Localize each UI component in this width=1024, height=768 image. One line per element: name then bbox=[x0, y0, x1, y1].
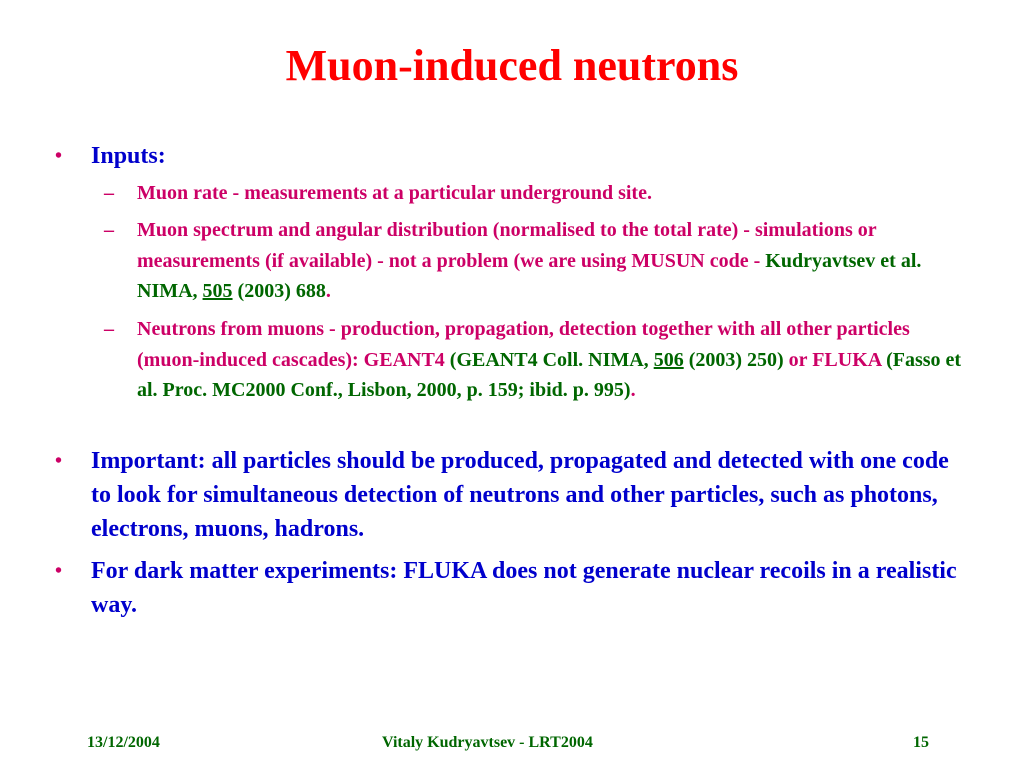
reference-fluka: (Fasso et al. Proc. MC2000 Conf., Lisbon, 2000, p. 159; ibid. p. 995) bbox=[137, 348, 962, 401]
bullet-inputs: Inputs: bbox=[91, 143, 166, 169]
sub-bullet-marker: – bbox=[104, 219, 114, 241]
reference-kudryavtsev: Kudryavtsev et al. NIMA, bbox=[137, 249, 922, 302]
reference-geant4: (GEANT4 Coll. NIMA, bbox=[449, 348, 654, 371]
bullet-important: Important: all particles should be produced, propagated and detected with one code to look for simultaneous detection of neutrons and other particles, such as photons, electrons, muons, hadrons. bbox=[91, 448, 949, 542]
sub-text: Muon spectrum and angular distribution (normalised to the total rate) - simulations or measurements (if available) - not a problem (we are using MUSUN code - bbox=[137, 219, 877, 272]
footer-date: 13/12/2004 bbox=[87, 734, 160, 751]
sub-bullet-neutrons bbox=[137, 314, 973, 406]
sub-text-end: . bbox=[325, 280, 331, 302]
sub-text: Neutrons from muons - production, propagation, detection together with all other particles (muon-induced cascades): GEANT4 bbox=[137, 318, 910, 371]
footer-author: Vitaly Kudryavtsev - LRT2004 bbox=[382, 734, 593, 751]
slide-title: Muon-induced neutrons bbox=[285, 41, 739, 90]
sub-text-end: . bbox=[630, 379, 636, 401]
sub-bullet-muon-rate: Muon rate - measurements at a particular underground site. bbox=[137, 182, 652, 204]
sub-bullet-marker: – bbox=[104, 318, 114, 340]
sub-text-mid: or FLUKA bbox=[783, 348, 887, 371]
reference-year-page: (2003) 688 bbox=[232, 280, 326, 302]
reference-volume: 506 bbox=[653, 348, 684, 371]
bullet-dark-matter: For dark matter experiments: FLUKA does not generate nuclear recoils in a realistic way. bbox=[91, 558, 957, 618]
sub-bullet-marker: – bbox=[104, 182, 114, 204]
footer-page-number: 15 bbox=[913, 734, 929, 751]
bullet-marker: • bbox=[55, 450, 63, 472]
reference-volume: 505 bbox=[202, 280, 233, 302]
bullet-marker: • bbox=[55, 145, 63, 167]
sub-bullet-muon-spectrum bbox=[137, 215, 973, 307]
reference-year-page: (2003) 250) bbox=[683, 348, 784, 371]
bullet-marker: • bbox=[55, 560, 63, 582]
